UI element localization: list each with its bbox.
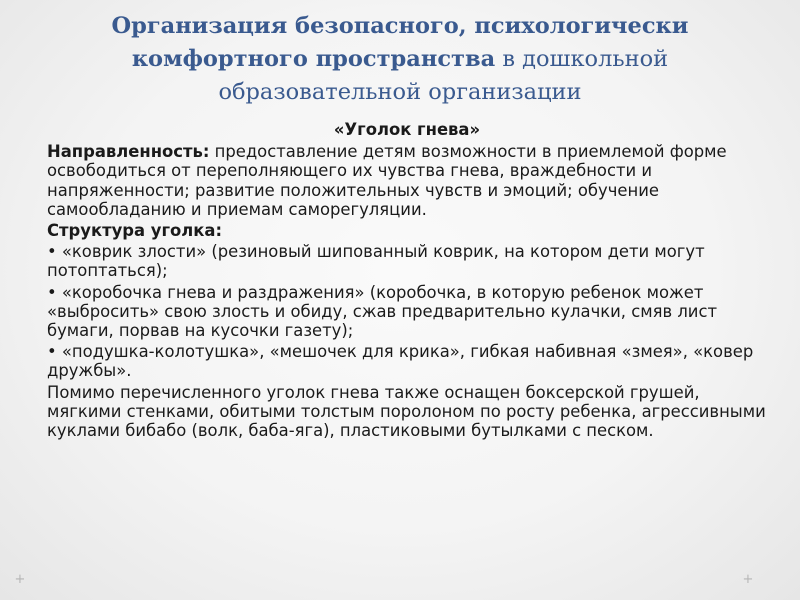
subtitle: «Уголок гнева» [333, 120, 481, 139]
title-bold-part: Организация безопасного, психологически комфортного пространства [111, 13, 689, 72]
list-item: • «подушка-колотушка», «мешочек для крика», гибкая набивная «змея», «ковер дружбы». [47, 342, 754, 381]
direction-paragraph [47, 142, 767, 219]
direction-text: предоставление детям возможности в приемлемой форме освободиться от переполняющего их чувства гнева, враждебности и напряженности; развитие положительных чувств и эмоций; обучение самообладанию и приемам саморегуляции. [47, 142, 727, 219]
list-item: • «коробочка гнева и раздражения» (коробочка, в которую ребенок может «выбросить» свою злость и обиду, сжав предварительно кулачки, смяв лист бумаги, порвав на кусочки газету); [47, 282, 718, 341]
plus-icon: + [14, 572, 26, 587]
slide-content [47, 120, 767, 442]
slide-title [40, 10, 760, 109]
list-item: • «коврик злости» (резиновый шипованный коврик, на котором дети могут потоптаться); [47, 242, 705, 281]
closing-paragraph: Помимо перечисленного уголок гнева также оснащен боксерской грушей, мягкими стенками, обитыми толстым поролоном по росту ребенка, агрессивными куклами бибабо (волк, баба-яга), пластиковыми бутылками с песком. [47, 382, 766, 441]
direction-label: Направленность: [47, 142, 210, 162]
plus-icon: + [742, 572, 754, 587]
structure-label: Структура уголка: [47, 221, 223, 241]
title-regular-part: в дошкольной образовательной организации [218, 46, 669, 105]
